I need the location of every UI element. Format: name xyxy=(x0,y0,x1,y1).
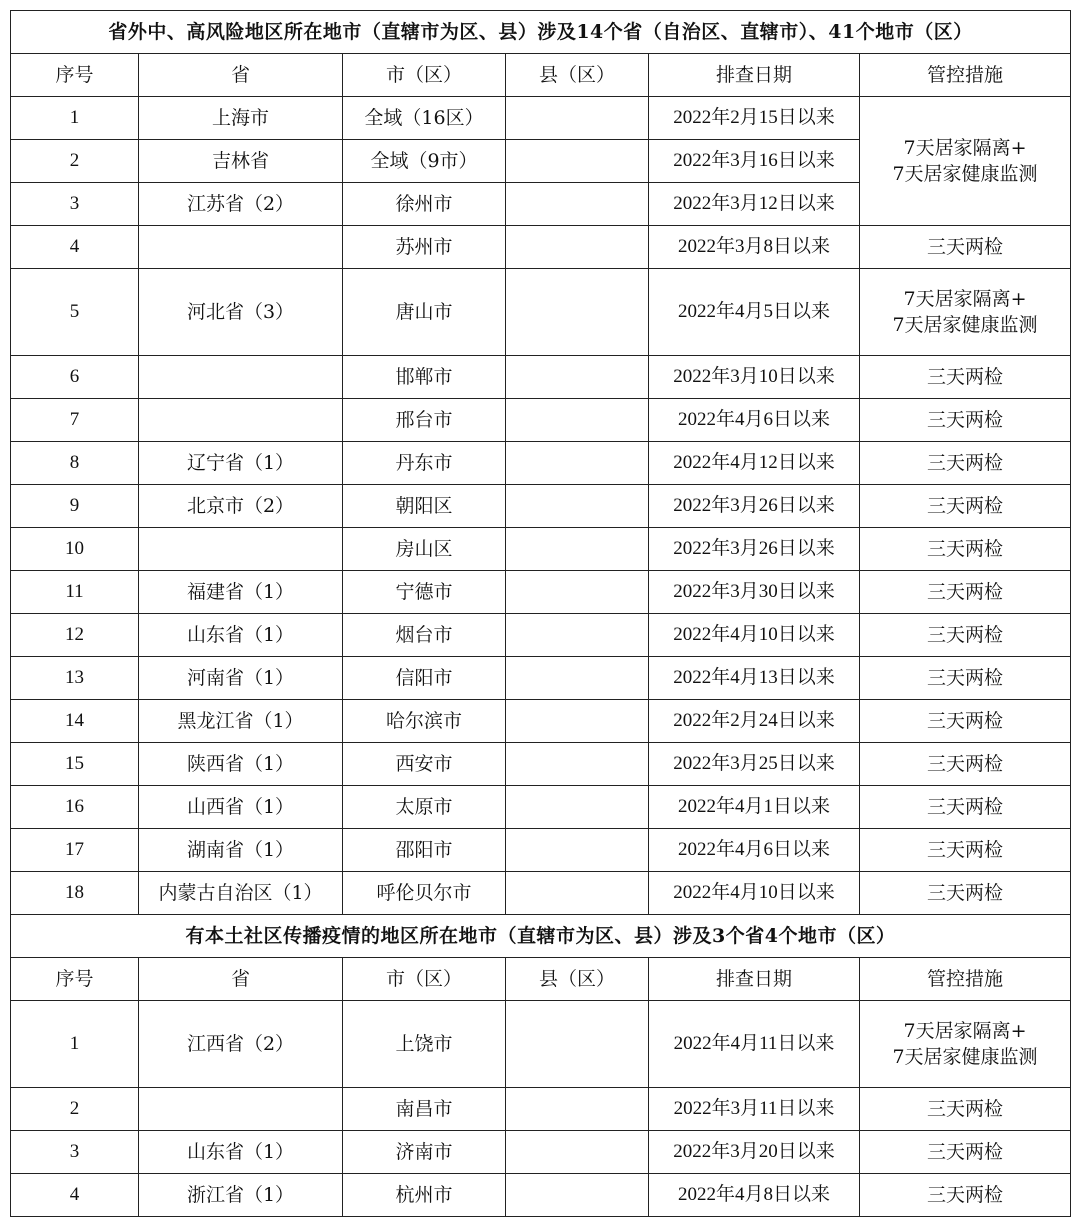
row-no: 6 xyxy=(11,356,139,399)
row-date: 2022年3月11日以来 xyxy=(649,1088,860,1131)
table-row xyxy=(11,269,1071,356)
row-city: 朝阳区 xyxy=(343,485,506,528)
risk-area-document xyxy=(10,10,1071,1217)
row-measure: 7天居家隔离+ 7天居家健康监测 xyxy=(860,97,1071,226)
row-county xyxy=(506,528,649,571)
header-province: 省 xyxy=(139,958,343,1001)
row-city: 呼伦贝尔市 xyxy=(343,872,506,915)
row-county xyxy=(506,356,649,399)
row-date: 2022年4月11日以来 xyxy=(649,1001,860,1088)
table-row xyxy=(11,1174,1071,1217)
table-row xyxy=(11,872,1071,915)
section1-title: 省外中、高风险地区所在地市（直辖市为区、县）涉及14个省（自治区、直辖市）、41个地市（区） xyxy=(11,11,1071,54)
row-county xyxy=(506,1174,649,1217)
table-row xyxy=(11,743,1071,786)
row-measure: 三天两检 xyxy=(860,485,1071,528)
header-no: 序号 xyxy=(11,54,139,97)
header-measure: 管控措施 xyxy=(860,54,1071,97)
table-row xyxy=(11,442,1071,485)
row-date: 2022年3月25日以来 xyxy=(649,743,860,786)
header-date: 排查日期 xyxy=(649,958,860,1001)
row-date: 2022年4月8日以来 xyxy=(649,1174,860,1217)
row-date: 2022年4月10日以来 xyxy=(649,614,860,657)
section2-title-row xyxy=(11,915,1071,958)
row-city: 全域（16区） xyxy=(343,97,506,140)
row-no: 9 xyxy=(11,485,139,528)
row-no: 4 xyxy=(11,226,139,269)
table-row xyxy=(11,1001,1071,1088)
row-province xyxy=(139,1088,343,1131)
row-county xyxy=(506,829,649,872)
row-measure: 三天两检 xyxy=(860,442,1071,485)
row-measure: 三天两检 xyxy=(860,657,1071,700)
row-city: 丹东市 xyxy=(343,442,506,485)
table-row xyxy=(11,226,1071,269)
table-row xyxy=(11,1131,1071,1174)
table-row xyxy=(11,485,1071,528)
row-date: 2022年4月13日以来 xyxy=(649,657,860,700)
row-province: 上海市 xyxy=(139,97,343,140)
row-date: 2022年3月10日以来 xyxy=(649,356,860,399)
row-county xyxy=(506,1088,649,1131)
row-date: 2022年3月8日以来 xyxy=(649,226,860,269)
row-province: 黑龙江省（1） xyxy=(139,700,343,743)
row-county xyxy=(506,183,649,226)
row-no: 1 xyxy=(11,1001,139,1088)
row-county xyxy=(506,571,649,614)
row-measure: 三天两检 xyxy=(860,1174,1071,1217)
row-county xyxy=(506,743,649,786)
row-no: 18 xyxy=(11,872,139,915)
row-city: 徐州市 xyxy=(343,183,506,226)
row-no: 5 xyxy=(11,269,139,356)
row-no: 10 xyxy=(11,528,139,571)
row-city: 杭州市 xyxy=(343,1174,506,1217)
row-county xyxy=(506,97,649,140)
table-row xyxy=(11,614,1071,657)
row-measure: 三天两检 xyxy=(860,1088,1071,1131)
row-province: 吉林省 xyxy=(139,140,343,183)
row-province: 河南省（1） xyxy=(139,657,343,700)
row-city: 邢台市 xyxy=(343,399,506,442)
row-date: 2022年3月16日以来 xyxy=(649,140,860,183)
row-date: 2022年4月12日以来 xyxy=(649,442,860,485)
row-county xyxy=(506,442,649,485)
row-measure: 三天两检 xyxy=(860,786,1071,829)
row-no: 17 xyxy=(11,829,139,872)
row-date: 2022年2月24日以来 xyxy=(649,700,860,743)
table-row xyxy=(11,700,1071,743)
row-province: 湖南省（1） xyxy=(139,829,343,872)
header-county: 县（区） xyxy=(506,958,649,1001)
row-no: 2 xyxy=(11,140,139,183)
table-row xyxy=(11,786,1071,829)
row-city: 太原市 xyxy=(343,786,506,829)
table-row xyxy=(11,1088,1071,1131)
header-measure: 管控措施 xyxy=(860,958,1071,1001)
row-date: 2022年3月26日以来 xyxy=(649,528,860,571)
header-province: 省 xyxy=(139,54,343,97)
table-row xyxy=(11,657,1071,700)
row-no: 7 xyxy=(11,399,139,442)
row-county xyxy=(506,700,649,743)
row-date: 2022年3月12日以来 xyxy=(649,183,860,226)
table-row xyxy=(11,97,1071,140)
row-city: 信阳市 xyxy=(343,657,506,700)
row-city: 邯郸市 xyxy=(343,356,506,399)
row-city: 烟台市 xyxy=(343,614,506,657)
row-no: 11 xyxy=(11,571,139,614)
row-county xyxy=(506,1001,649,1088)
row-province: 山西省（1） xyxy=(139,786,343,829)
row-province: 北京市（2） xyxy=(139,485,343,528)
table-row xyxy=(11,356,1071,399)
row-province: 山东省（1） xyxy=(139,1131,343,1174)
row-measure: 三天两检 xyxy=(860,829,1071,872)
row-city: 上饶市 xyxy=(343,1001,506,1088)
row-city: 苏州市 xyxy=(343,226,506,269)
row-measure: 三天两检 xyxy=(860,614,1071,657)
row-date: 2022年4月1日以来 xyxy=(649,786,860,829)
header-city: 市（区） xyxy=(343,54,506,97)
row-province: 内蒙古自治区（1） xyxy=(139,872,343,915)
row-date: 2022年4月6日以来 xyxy=(649,399,860,442)
row-measure: 三天两检 xyxy=(860,226,1071,269)
row-city: 房山区 xyxy=(343,528,506,571)
row-city: 全域（9市） xyxy=(343,140,506,183)
row-province xyxy=(139,399,343,442)
row-province xyxy=(139,528,343,571)
table-row xyxy=(11,399,1071,442)
row-measure: 三天两检 xyxy=(860,356,1071,399)
row-province: 福建省（1） xyxy=(139,571,343,614)
row-city: 邵阳市 xyxy=(343,829,506,872)
row-measure: 三天两检 xyxy=(860,872,1071,915)
row-no: 15 xyxy=(11,743,139,786)
section1-header-row xyxy=(11,54,1071,97)
row-no: 3 xyxy=(11,183,139,226)
row-county xyxy=(506,657,649,700)
header-county: 县（区） xyxy=(506,54,649,97)
header-date: 排查日期 xyxy=(649,54,860,97)
row-county xyxy=(506,872,649,915)
row-province: 辽宁省（1） xyxy=(139,442,343,485)
header-city: 市（区） xyxy=(343,958,506,1001)
row-no: 12 xyxy=(11,614,139,657)
row-county xyxy=(506,786,649,829)
row-province xyxy=(139,356,343,399)
row-date: 2022年2月15日以来 xyxy=(649,97,860,140)
row-province: 山东省（1） xyxy=(139,614,343,657)
table-row xyxy=(11,829,1071,872)
row-no: 13 xyxy=(11,657,139,700)
risk-area-table xyxy=(10,10,1071,1217)
row-measure: 三天两检 xyxy=(860,700,1071,743)
row-no: 4 xyxy=(11,1174,139,1217)
row-county xyxy=(506,614,649,657)
row-county xyxy=(506,399,649,442)
row-measure: 7天居家隔离+ 7天居家健康监测 xyxy=(860,269,1071,356)
row-no: 16 xyxy=(11,786,139,829)
row-city: 宁德市 xyxy=(343,571,506,614)
row-date: 2022年3月26日以来 xyxy=(649,485,860,528)
row-county xyxy=(506,485,649,528)
row-date: 2022年3月30日以来 xyxy=(649,571,860,614)
row-city: 西安市 xyxy=(343,743,506,786)
row-measure: 三天两检 xyxy=(860,571,1071,614)
header-no: 序号 xyxy=(11,958,139,1001)
row-date: 2022年4月5日以来 xyxy=(649,269,860,356)
row-measure: 三天两检 xyxy=(860,743,1071,786)
row-measure: 三天两检 xyxy=(860,528,1071,571)
row-no: 14 xyxy=(11,700,139,743)
section2-header-row xyxy=(11,958,1071,1001)
row-county xyxy=(506,1131,649,1174)
row-province: 浙江省（1） xyxy=(139,1174,343,1217)
row-province: 江西省（2） xyxy=(139,1001,343,1088)
row-date: 2022年4月6日以来 xyxy=(649,829,860,872)
row-county xyxy=(506,226,649,269)
row-date: 2022年3月20日以来 xyxy=(649,1131,860,1174)
row-city: 唐山市 xyxy=(343,269,506,356)
table-row xyxy=(11,571,1071,614)
row-province: 江苏省（2） xyxy=(139,183,343,226)
row-date: 2022年4月10日以来 xyxy=(649,872,860,915)
table-row xyxy=(11,528,1071,571)
row-no: 3 xyxy=(11,1131,139,1174)
row-province xyxy=(139,226,343,269)
row-city: 济南市 xyxy=(343,1131,506,1174)
row-measure: 7天居家隔离+ 7天居家健康监测 xyxy=(860,1001,1071,1088)
section1-title-row xyxy=(11,11,1071,54)
row-measure: 三天两检 xyxy=(860,1131,1071,1174)
row-no: 2 xyxy=(11,1088,139,1131)
row-county xyxy=(506,140,649,183)
row-county xyxy=(506,269,649,356)
section2-title: 有本土社区传播疫情的地区所在地市（直辖市为区、县）涉及3个省4个地市（区） xyxy=(11,915,1071,958)
row-measure: 三天两检 xyxy=(860,399,1071,442)
row-no: 1 xyxy=(11,97,139,140)
row-province: 河北省（3） xyxy=(139,269,343,356)
row-city: 哈尔滨市 xyxy=(343,700,506,743)
row-city: 南昌市 xyxy=(343,1088,506,1131)
row-no: 8 xyxy=(11,442,139,485)
row-province: 陕西省（1） xyxy=(139,743,343,786)
